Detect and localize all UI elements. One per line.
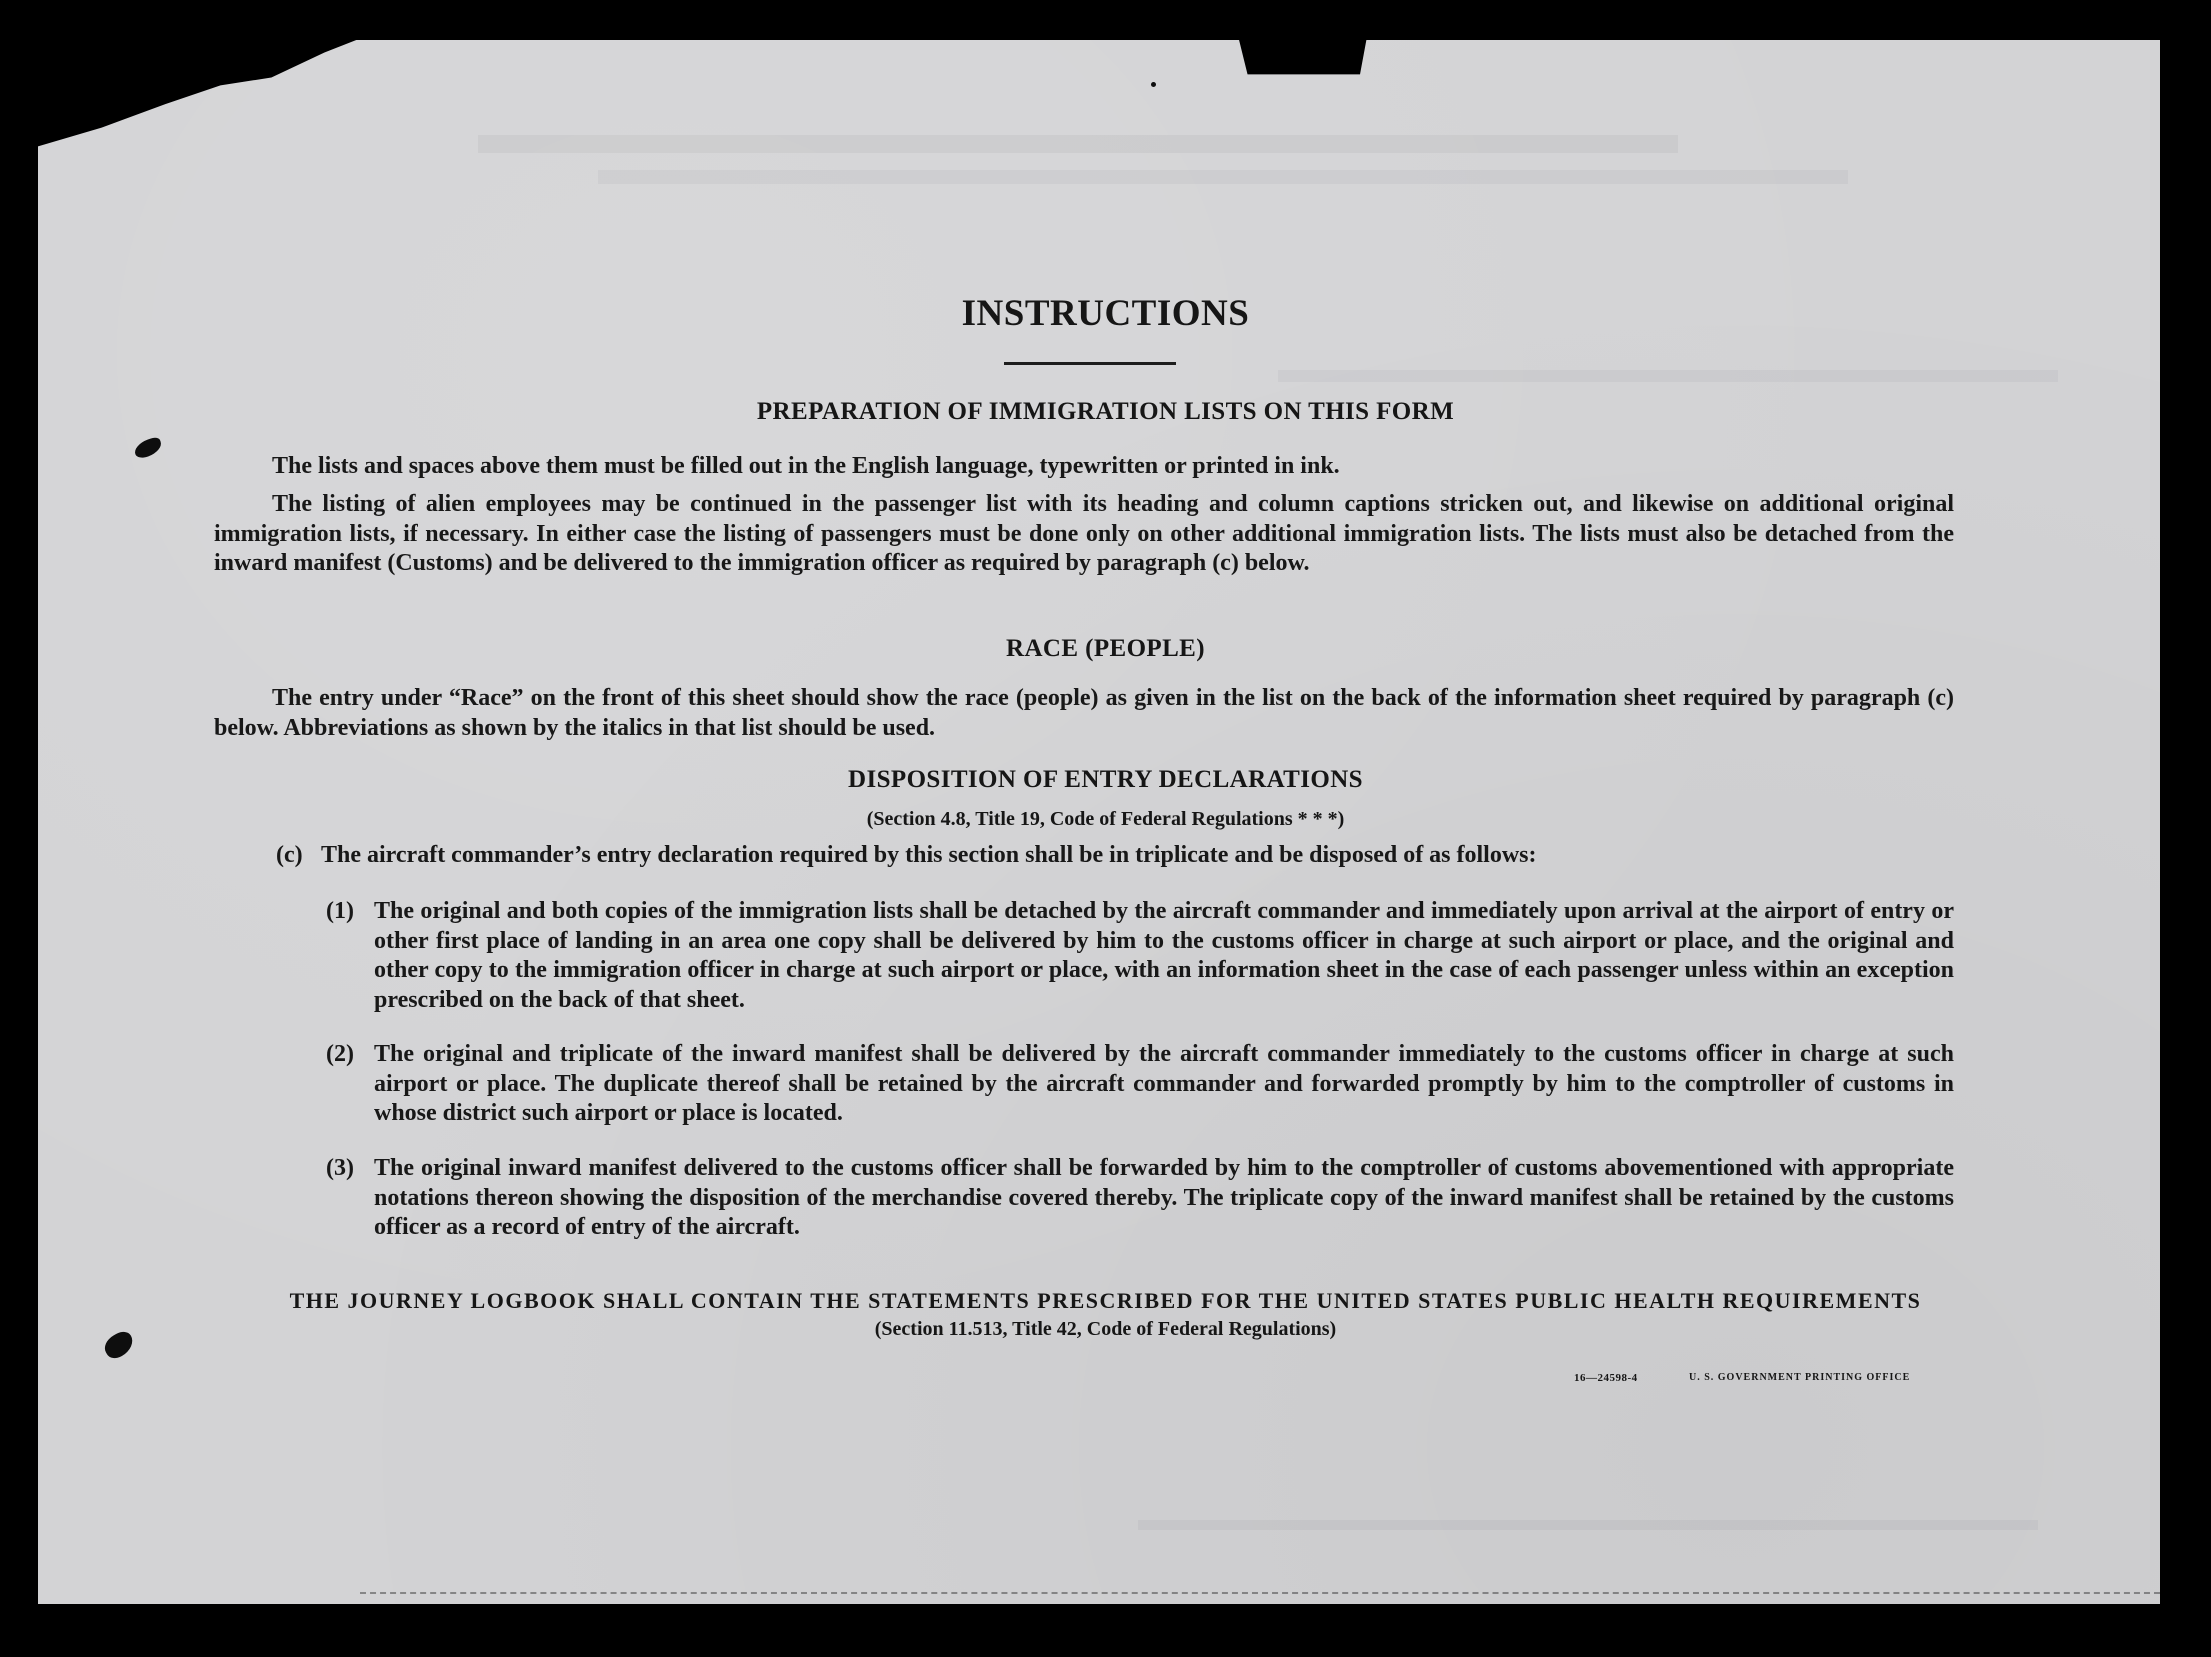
print-code: 16—24598-4	[1574, 1372, 1638, 1384]
disposition-item-number: (3)	[326, 1155, 354, 1181]
preparation-paragraph-2-text: The listing of alien employees may be continued in the passenger list with its heading and column captions stricken out, and likewise on additional original immigration lists, if necessary. In either case the listing of passengers must be done only on other additional immigration lists. The lists must also be detached from the inward manifest (Customs) and be delivered to the immigration officer as required by paragraph (c) below.	[214, 491, 1954, 576]
race-paragraph-text: The entry under “Race” on the front of this sheet should show the race (people) as given in the list on the back of the information sheet required by paragraph (c) below. Abbreviations as shown by the italics in that list should be used.	[214, 685, 1954, 741]
printing-office-imprint: U. S. GOVERNMENT PRINTING OFFICE	[1689, 1372, 1911, 1383]
preparation-paragraph-2	[214, 490, 1954, 579]
preparation-paragraph-1	[214, 452, 1954, 482]
disposition-item-text: The original and both copies of the immigration lists shall be detached by the aircraft commander and immediately upon arrival at the airport of entry or other first place of landing in an area one copy shall be delivered by him to the customs officer in charge at such airport or place, and the original and other copy to the immigration officer in charge at such airport or place, with an information sheet in the case of each passenger unless within an exception prescribed on the back of that sheet.	[374, 898, 1954, 1013]
disposition-citation: (Section 4.8, Title 19, Code of Federal Regulations * * *)	[866, 808, 1345, 830]
page-title: INSTRUCTIONS	[961, 293, 1250, 334]
bleed-through-band	[478, 135, 1678, 153]
disposition-intro-label: (c)	[276, 842, 303, 868]
footer-statement: THE JOURNEY LOGBOOK SHALL CONTAIN THE STATEMENTS PRESCRIBED FOR THE UNITED STATES PUBLIC HEALTH REQUIREMENTS	[289, 1288, 1922, 1313]
footer-citation: (Section 11.513, Title 42, Code of Federal Regulations)	[874, 1318, 1337, 1340]
preparation-paragraph-1-text: The lists and spaces above them must be filled out in the English language, typewritten or printed in ink.	[272, 453, 1340, 479]
section-heading-preparation: PREPARATION OF IMMIGRATION LISTS ON THIS FORM	[756, 398, 1455, 425]
disposition-intro: The aircraft commander’s entry declaration required by this section shall be in triplicate and be disposed of as follows:	[321, 842, 1537, 868]
disposition-item-number: (2)	[326, 1041, 354, 1067]
perforation-line	[360, 1592, 2160, 1594]
bleed-through-band	[1138, 1520, 2038, 1530]
bleed-through-band	[1278, 370, 2058, 382]
section-heading-disposition: DISPOSITION OF ENTRY DECLARATIONS	[848, 766, 1363, 793]
title-underline	[1004, 362, 1176, 365]
bleed-through-band	[598, 170, 1848, 184]
race-paragraph	[214, 684, 1954, 743]
punch-hole	[1151, 82, 1156, 87]
disposition-item-text: The original inward manifest delivered to the customs officer shall be forwarded by him to the comptroller of customs abovementioned with appropriate notations thereon showing the disposition of the merchandise covered thereby. The triplicate copy of the inward manifest shall be retained by the customs officer as a record of entry of the aircraft.	[374, 1155, 1954, 1240]
section-heading-race: RACE (PEOPLE)	[1006, 635, 1205, 662]
disposition-item-text: The original and triplicate of the inward manifest shall be delivered by the aircraft commander immediately to the customs officer in charge at such airport or place. The duplicate thereof shall be retained by the aircraft commander and forwarded promptly by him to the comptroller of customs in whose district such airport or place is located.	[374, 1041, 1954, 1126]
disposition-item-number: (1)	[326, 898, 354, 924]
